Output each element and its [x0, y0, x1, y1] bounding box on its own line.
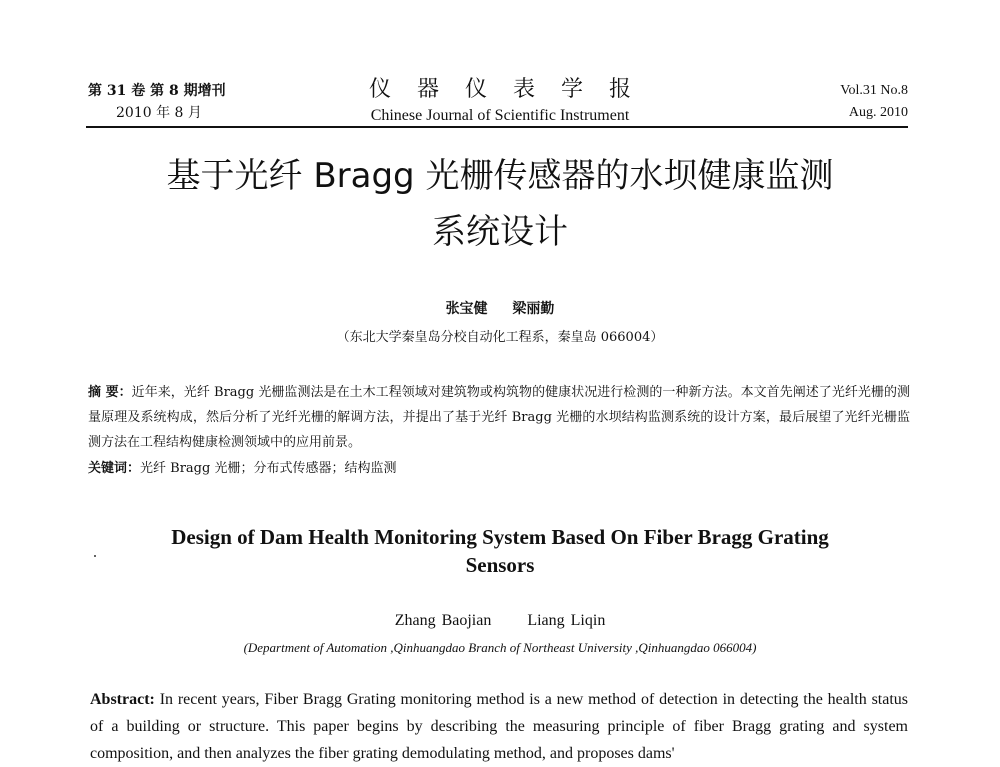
date-cn: 2010 年 8 月 — [116, 105, 202, 121]
date-en: Aug. 2010 — [848, 105, 908, 120]
authors-cn: 张宝健 梁丽勤 — [445, 301, 555, 317]
abstract-en-text: In recent years, Fiber Bragg Grating monitoring method is a new method of detection in detecting the health status of a building or structure. This paper begins by describing the measuring principle of fiber Bragg grating and system composition, and then analyzes the fiber grating demodulating method, and proposes dams' — [90, 691, 909, 762]
abstract-en-label: Abstract: — [90, 691, 155, 708]
header-rule — [86, 126, 908, 128]
title-cn-line-1: 基于光纤 Bragg 光栅传感器的水坝健康监测 — [166, 156, 834, 196]
abstract-en — [90, 686, 908, 767]
volume-cn: 第 31 卷 第 8 期增刊 — [88, 83, 226, 99]
abstract-cn — [88, 380, 910, 455]
keywords-cn-text: 光纤 Bragg 光栅；分布式传感器；结构监测 — [140, 461, 397, 476]
volume-en: Vol.31 No.8 — [840, 83, 908, 98]
keywords-cn — [88, 456, 910, 481]
journal-title-cn: 仪器仪表学报 — [368, 77, 657, 102]
header-right — [840, 80, 908, 124]
authors-en — [0, 612, 1000, 630]
author-en-2: Liang Liqin — [527, 612, 606, 629]
paper-title-en — [0, 523, 1000, 579]
affiliation-cn: （东北大学秦皇岛分校自动化工程系，秦皇岛 066004） — [336, 330, 664, 345]
title-en-line-2: Sensors — [465, 553, 535, 577]
journal-title-en: Chinese Journal of Scientific Instrument — [370, 107, 630, 124]
paper-title-cn — [0, 148, 1000, 260]
author-en-1: Zhang Baojian — [394, 612, 492, 629]
abstract-cn-label: 摘 要： — [88, 385, 132, 400]
title-en-line-1: Design of Dam Health Monitoring System Based On Fiber Bragg Grating — [171, 525, 829, 549]
title-cn-line-2: 系统设计 — [432, 212, 568, 252]
affiliation-en: (Department of Automation ,Qinhuangdao Branch of Northeast University ,Qinhuangdao 066004) — [243, 640, 757, 655]
keywords-cn-label: 关键词： — [88, 461, 141, 476]
abstract-cn-text: 近年来，光纤 Bragg 光栅监测法是在土木工程领域对建筑物或构筑物的健康状况进行检测的一种新方法。本文首先阐述了光纤光栅的测量原理及系统构成，然后分析了光纤光栅的解调方法，并提出了基于光纤 Bragg 光栅的水坝结构监测系统的设计方案，最后展望了光纤光栅监测方法在工程结构健康检测领域中的应用前景。 — [88, 385, 910, 450]
